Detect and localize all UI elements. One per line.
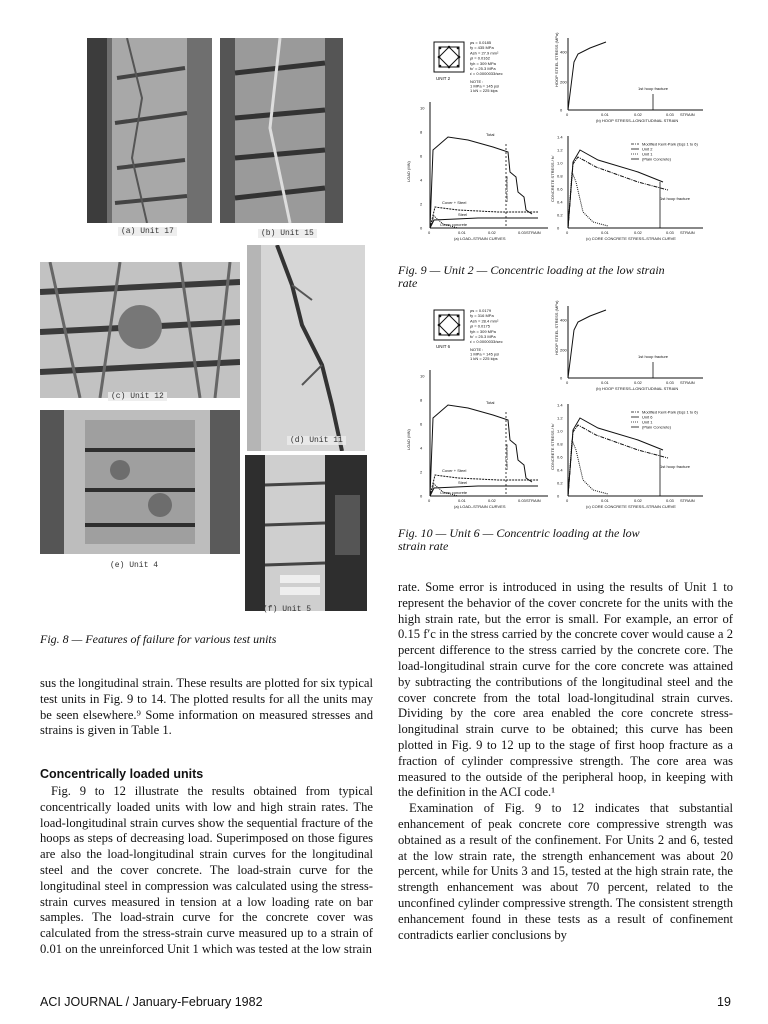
curve-label-core: Core Concrete [504, 175, 509, 202]
section-heading: Concentrically loaded units [40, 767, 204, 781]
curve-label-steel: Steel [458, 480, 468, 485]
section-note: 1 kN = 225 kips [470, 88, 498, 94]
load-strain-tick: 0.02 [488, 498, 496, 503]
core-tick-label: 1.2 [557, 147, 563, 153]
hoop-strain-tick: 0.03 [666, 380, 674, 385]
hoop-panel-caption: (b) HOOP STRESS–LONGITUDINAL STRAIN [596, 118, 679, 123]
curve-label-cover: Cover concrete [440, 222, 468, 227]
core-tick-label: 0 [557, 225, 560, 231]
core-confined-curve [568, 418, 663, 496]
legend-entry: Modified Kent-Park (Eqs 1 to 6) [642, 409, 698, 415]
legend-entry: Modified Kent-Park (Eqs 1 to 6) [642, 141, 698, 147]
load-tick-label: 2 [420, 201, 423, 207]
core-strain-tick: 0.01 [601, 230, 609, 235]
photo-label-e: (e) Unit 4 [110, 561, 159, 570]
cross-section-bar [448, 334, 451, 337]
hoop-panel-caption: (b) HOOP STRESS–LONGITUDINAL STRAIN [596, 386, 679, 391]
load-strain-tick: 0.02 [488, 230, 496, 235]
section-property: fyh = 309 MPa [470, 60, 496, 66]
core-panel-caption: (c) CORE CONCRETE STRESS–STRAIN CURVE [586, 236, 676, 241]
fig9-figure [398, 32, 734, 258]
hoop-stress-curve [568, 42, 606, 110]
section-property: fy = 316 MPa [470, 313, 494, 319]
curve-label-cover: Cover concrete [440, 490, 468, 495]
fig9-caption-line2: rate [398, 276, 418, 290]
photo-unit-4 [40, 410, 240, 554]
load-y-label: LOAD (MN) [406, 161, 411, 182]
load-strain-tick: 0.03 [518, 498, 526, 503]
load-panel-caption: (a) LOAD–STRAIN CURVES [454, 236, 506, 241]
section-property: ε̇ = 0.0000033/sec [470, 339, 503, 345]
load-strain-tick: 0 [428, 498, 431, 503]
hoop-strain-tick: 0 [566, 112, 569, 117]
left-paragraph-1: sus the longitudinal strain. These results are plotted for six typical test units in Fig. 9 to 14. The plotted results for all the units may be seen elsewhere.⁹ Some information on measured stresses and strains is given in Table 1. [40, 676, 373, 738]
core-tick-label: 0.2 [557, 480, 563, 486]
hoop-strain-tick: 0.01 [601, 112, 609, 117]
load-strain-tick: 0 [428, 230, 431, 235]
hoop-tick-label: 400 [560, 49, 567, 55]
hoop-tick-label: 0 [560, 107, 563, 113]
hoop-y-label: HOOP STEEL STRESS (MPa) [554, 32, 559, 87]
curve-label-core: Core Concrete [504, 443, 509, 470]
cross-section-bar [438, 324, 441, 327]
load-panel-caption: (a) LOAD–STRAIN CURVES [454, 504, 506, 509]
load-tick-label: 6 [420, 153, 423, 159]
core-panel-caption: (c) CORE CONCRETE STRESS–STRAIN CURVE [586, 504, 676, 509]
load-strain-label: STRAIN [526, 230, 541, 235]
section-note: NOTE : [470, 79, 484, 84]
core-y-label: CONCRETE STRESS / fc' [550, 155, 555, 202]
fig9-caption [398, 264, 738, 290]
core-strain-tick: 0 [566, 230, 569, 235]
cross-section-bar [457, 65, 460, 68]
left-column-cont [40, 784, 373, 958]
photo-unit-12 [40, 262, 240, 398]
core-tick-label: 1.4 [557, 134, 563, 140]
core-strain-tick: 0.03 [666, 230, 674, 235]
cross-section-bar [439, 65, 442, 68]
hoop-strain-label: STRAIN [680, 112, 695, 117]
fig9-caption-line1: Fig. 9 — Unit 2 — Concentric loading at the low strain [398, 263, 665, 277]
unit-label: UNIT 6 [436, 344, 451, 349]
hoop-strain-tick: 0.03 [666, 112, 674, 117]
core-strain-tick: 0.01 [601, 498, 609, 503]
photo-unit-5 [245, 455, 367, 611]
load-strain-label: STRAIN [526, 498, 541, 503]
cross-section-bar [457, 47, 460, 50]
core-fracture-label: 1st hoop fracture [660, 464, 691, 469]
hoop-strain-tick: 0.02 [634, 112, 642, 117]
cross-section-bar [439, 315, 442, 318]
photo-label-d: (d) Unit 11 [287, 436, 346, 445]
core-strain-tick: 0 [566, 498, 569, 503]
curve-label-cover-steel: Cover + Steel [442, 200, 467, 205]
photo-unit-11 [247, 245, 365, 451]
journal-footer: ACI JOURNAL / January-February 1982 [40, 995, 263, 1009]
photo-label-f: (f) Unit 5 [263, 605, 312, 614]
hoop-stress-curve [568, 310, 606, 378]
legend-entry: Unit 2 [642, 146, 653, 152]
section-property: ρs = 0.0185 [470, 40, 492, 45]
load-strain-tick: 0.01 [458, 498, 466, 503]
load-strain-tick: 0.03 [518, 230, 526, 235]
load-y-label: LOAD (MN) [406, 429, 411, 450]
fig10-figure [398, 300, 734, 518]
kent-park-curve [568, 157, 668, 228]
hoop-fracture-label: 1st hoop fracture [638, 354, 669, 359]
cross-section-bar [448, 46, 451, 49]
load-tick-label: 6 [420, 421, 423, 427]
load-tick-label: 2 [420, 469, 423, 475]
section-property: Ash = 28.4 mm² [470, 318, 499, 324]
section-property: fc' = 25.3 MPa [470, 66, 496, 71]
cross-section-bar [439, 333, 442, 336]
section-property: fc' = 25.3 MPa [470, 334, 496, 339]
page-number: 19 [717, 995, 731, 1009]
cross-section-bar [448, 314, 451, 317]
load-tick-label: 8 [420, 129, 423, 135]
right-paragraph-1: rate. Some error is introduced in using the results of Unit 1 to represent the behavior of the cover concrete for the units with the high strain rate, but the error is small. For example, an error of 0.15 f′c in the stress carried by the concrete cover would cause a 2 percent difference to the stress carried by the concrete core. The load-longitudinal strain curve for the core concrete was attained by subtracting the contributions of the longitudinal steel and the cover concrete from the total load-longitudinal strain curves. Dividing by the core area enabled the core concrete stress-longitudinal strain curve to be obtained; this curve has been plotted in Fig. 9 to 12 up to the stage of first hoop fracture as a fraction of cylinder compressive strength. The core area was measured to the outside of the peripheral hoop, in keeping with the definition in the ACI code.¹ [398, 580, 733, 800]
core-tick-label: 0.8 [557, 441, 563, 447]
plain-concrete-curve [568, 440, 608, 496]
core-tick-label: 0.6 [557, 186, 563, 192]
section-note: 1 kN = 225 kips [470, 356, 498, 362]
cross-section-bar [458, 324, 461, 327]
right-column [398, 580, 733, 943]
legend-entry: Unit 1 [642, 151, 653, 157]
core-strain-label: STRAIN [680, 230, 695, 235]
curve-label-total: Total [486, 400, 495, 405]
core-strain-tick: 0.02 [634, 230, 642, 235]
core-tick-label: 0 [557, 493, 560, 499]
load-tick-label: 10 [420, 373, 425, 379]
load-tick-label: 0 [420, 493, 423, 499]
load-tick-label: 10 [420, 105, 425, 111]
cross-section-bar [458, 56, 461, 59]
load-tick-label: 4 [420, 445, 423, 451]
hoop-strain-tick: 0.02 [634, 380, 642, 385]
photo-unit-17 [87, 38, 212, 223]
kent-park-curve [568, 425, 668, 496]
hoop-strain-tick: 0.01 [601, 380, 609, 385]
section-property: fy = 435 MPa [470, 45, 494, 51]
cross-section-bar [438, 56, 441, 59]
load-tick-label: 0 [420, 225, 423, 231]
load-tick-label: 8 [420, 397, 423, 403]
legend-entry: Unit 6 [642, 414, 653, 420]
photo-label-a: (a) Unit 17 [118, 227, 177, 236]
hoop-strain-tick: 0 [566, 380, 569, 385]
total-load-curve [430, 405, 532, 496]
curve-label-steel: Steel [458, 212, 468, 217]
curve-label-total: Total [486, 132, 495, 137]
core-tick-label: 1.4 [557, 402, 563, 408]
photo-label-b: (b) Unit 15 [258, 229, 317, 238]
section-property: ρs = 0.0179 [470, 308, 492, 313]
load-strain-tick: 0.01 [458, 230, 466, 235]
unit-label: UNIT 2 [436, 76, 451, 81]
section-property: ρl = 0.0175 [470, 323, 490, 329]
section-note: NOTE : [470, 347, 484, 352]
cross-section-bar [457, 333, 460, 336]
left-column [40, 676, 373, 739]
right-paragraph-2: Examination of Fig. 9 to 12 indicates that substantial enhancement of peak concrete core compressive strength was obtained as a result of the confinement. For Units 2 and 6, tested at the low strain rate, the strength enhancement was about 20 percent, while for Units 3 and 15, tested at the high strain rate, the strength enhancement was about 70 percent, related to the unconfined cylinder compressive strength. The consistent strength enhancement found in these tests as a result of confinement contradicts earlier conclusions by [398, 801, 733, 942]
core-tick-label: 1.2 [557, 415, 563, 421]
section-note: 1 MPa = 145 psi [470, 83, 500, 89]
cross-section-bar [448, 66, 451, 69]
curve-label-cover-steel: Cover + Steel [442, 468, 467, 473]
left-paragraph-2: Fig. 9 to 12 illustrate the results obtained from typical concentrically loaded units with low and high strain rates. The load-longitudinal strain curves show the sequential fracture of the hoops as steps of decreasing load. Superimposed on those figures are also the load-longitudinal strain curves for the longitudinal steel and the cover concrete. The load-strain curve for the longitudinal steel in compression was calculated using the stress-strain curves measured in tension at a low loading rate on bar samples. The load-strain curve for the concrete cover was calculated from the stress-strain curve measured up to a strain of 0.01 on the unreinforced Unit 1 which was tested at the low strain [40, 784, 373, 956]
hoop-tick-label: 200 [560, 79, 567, 85]
legend-entry: (Plain Concrete) [642, 424, 671, 430]
cross-section-bar [439, 47, 442, 50]
core-tick-label: 0.4 [557, 467, 563, 473]
section-property: ρl = 0.0162 [470, 55, 490, 61]
photo-unit-15 [220, 38, 343, 223]
fig10-caption-line2: strain rate [398, 539, 449, 553]
hoop-strain-label: STRAIN [680, 380, 695, 385]
core-confined-curve [568, 150, 663, 228]
legend-entry: Unit 1 [642, 419, 653, 425]
core-tick-label: 0.6 [557, 454, 563, 460]
core-tick-label: 1.0 [557, 428, 563, 434]
total-load-curve [430, 137, 532, 228]
plain-concrete-curve [568, 172, 608, 228]
core-tick-label: 0.4 [557, 199, 563, 205]
legend-entry: (Plain Concrete) [642, 156, 671, 162]
fig8-caption: Fig. 8 — Features of failure for various test units [40, 632, 277, 646]
cross-section-diamond-hoop [439, 47, 459, 67]
core-strain-tick: 0.03 [666, 498, 674, 503]
section-note: 1 MPa = 145 psi [470, 351, 500, 357]
section-property: Ash = 27.9 mm² [470, 50, 499, 56]
fig10-caption [398, 527, 738, 553]
hoop-tick-label: 200 [560, 347, 567, 353]
section-property: ε̇ = 0.0000033/sec [470, 71, 503, 77]
photo-label-c: (c) Unit 12 [108, 392, 167, 401]
core-fracture-label: 1st hoop fracture [660, 196, 691, 201]
hoop-tick-label: 400 [560, 317, 567, 323]
hoop-tick-label: 0 [560, 375, 563, 381]
load-tick-label: 4 [420, 177, 423, 183]
core-tick-label: 0.2 [557, 212, 563, 218]
fig10-caption-line1: Fig. 10 — Unit 6 — Concentric loading at the low [398, 526, 640, 540]
cross-section-bar [457, 315, 460, 318]
hoop-y-label: HOOP STEEL STRESS (MPa) [554, 300, 559, 355]
cross-section-hoop [439, 315, 459, 335]
cross-section-diamond-hoop [439, 315, 459, 335]
hoop-fracture-label: 1st hoop fracture [638, 86, 669, 91]
core-strain-tick: 0.02 [634, 498, 642, 503]
cross-section-hoop [439, 47, 459, 67]
core-tick-label: 0.8 [557, 173, 563, 179]
core-tick-label: 1.0 [557, 160, 563, 166]
section-property: fyh = 309 MPa [470, 328, 496, 334]
core-strain-label: STRAIN [680, 498, 695, 503]
core-y-label: CONCRETE STRESS / fc' [550, 423, 555, 470]
